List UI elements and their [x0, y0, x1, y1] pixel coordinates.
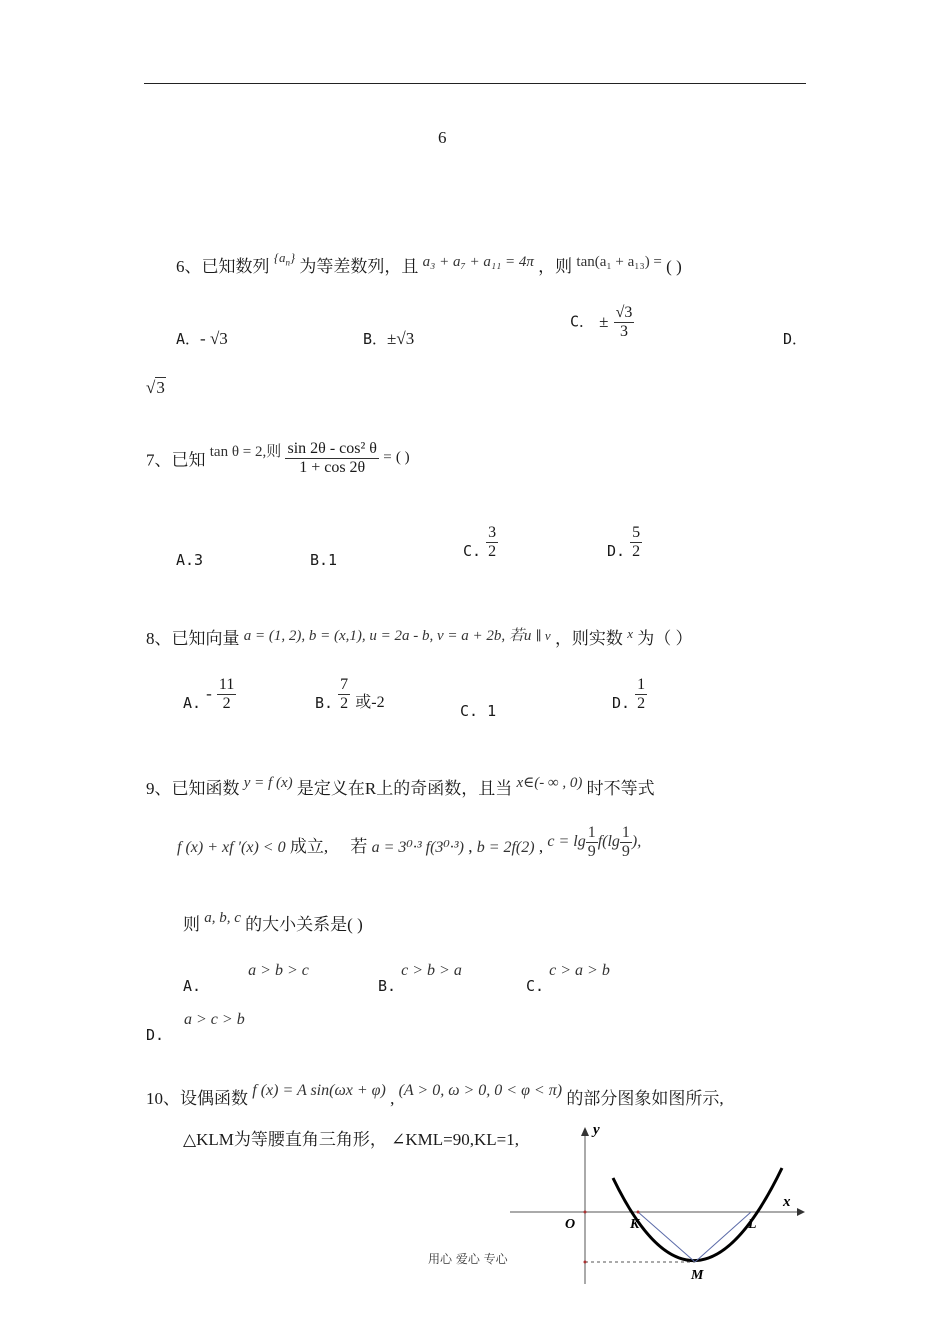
- q9-option-c: C. c > a > b: [526, 962, 610, 995]
- q6-prefix: 6、已知数列: [176, 257, 270, 276]
- q8-condition: a = (1, 2), b = (x,1), u = 2a - b, v = a + 2b, 若u: [243, 628, 532, 644]
- q9-abc: a, b, c: [204, 910, 241, 926]
- k-dot: [637, 1211, 640, 1214]
- header-rule: [144, 83, 806, 84]
- q7-fraction: $\frac{\text{sin 2θ - cos² θ}}{1 + \cos 2\theta}$: [287, 440, 377, 476]
- q9-option-b: B. c > b > a: [378, 962, 462, 995]
- q6-then: ，则: [538, 257, 573, 276]
- y-axis-label: y: [593, 1124, 600, 1138]
- q9-stem: 9、已知函数 y = f (x) 是定义在R上的奇函数，且当 x∈(- ∞ , 0) 时不等式: [146, 775, 655, 798]
- q6-option-d-label: D．: [783, 330, 808, 348]
- q6-sequence: {an}: [273, 250, 296, 268]
- q6-option-c: C． ± $\frac{√3}{3}$: [570, 304, 633, 340]
- q9-inequality: f (x) + xf ′(x) < 0: [177, 838, 286, 856]
- q6-option-b: B．±√3: [363, 329, 415, 348]
- q7-paren: ( ): [395, 449, 410, 466]
- x-axis-arrow-icon: [797, 1208, 805, 1216]
- q6-mid: 为等差数列，且: [299, 257, 419, 276]
- q9-function: y = f (x): [243, 775, 293, 791]
- q7-option-a: A.3: [176, 551, 204, 569]
- q6-expression: tan(a₁ + a₁₃) =: [576, 254, 662, 270]
- q10-line2: △KLM为等腰直角三角形， ∠KML=90,KL=1,: [183, 1130, 519, 1149]
- q9-option-a: A. a > b > c: [183, 962, 309, 995]
- q6-option-c-fraction: $\frac{√3}{3}$: [615, 304, 633, 340]
- q7-stem: 7、已知 tan θ = 2,则 $\frac{\text{sin 2θ - cos² θ}}{1 + \cos 2\theta}$ = ( ): [146, 440, 410, 476]
- q8-option-a: A. - $\frac{11}{2}$: [183, 676, 235, 713]
- q8-option-b: B. $\frac{7}{2}$ 或-2: [315, 676, 385, 713]
- q6-option-a: A．- √3: [176, 329, 228, 348]
- m-label: M: [691, 1268, 704, 1283]
- q9-condition: x∈(- ∞ , 0): [516, 775, 583, 791]
- q9-b-definition: b = 2f(2): [476, 838, 535, 856]
- q9-line3: 则 a, b, c 的大小关系是( ): [183, 910, 363, 934]
- page-footer: 用心 爱心 专心: [428, 1252, 508, 1266]
- q10-graph: [505, 1124, 805, 1289]
- q10-function: f (x) = A sin(ωx + φ): [252, 1082, 386, 1099]
- q9-option-d-value: a > c > b: [184, 1011, 245, 1028]
- q7-option-b: B.1: [310, 551, 338, 569]
- segment-ml: [695, 1212, 751, 1262]
- q6-stem: [176, 252, 682, 278]
- y-tick-dot: [584, 1261, 587, 1264]
- y-axis-arrow-icon: [581, 1127, 589, 1136]
- q9-a-definition: a = 3⁰·³ f(3⁰·³): [371, 838, 464, 856]
- segment-km: [638, 1212, 695, 1262]
- q9-c-definition: c = lg $\frac{1}{9}$ f(lg $\frac{1}{9}$ ),: [547, 824, 642, 860]
- q9-line2: f (x) + xf ′(x) < 0 成立, 若 a = 3⁰·³ f(3⁰·³) , b = 2f(2) , c = lg $\frac{1}{9}$ f(lg $\frac{1}{9}$ ),: [177, 824, 642, 860]
- q7-option-d: D. $\frac{5}{2}$: [607, 524, 641, 561]
- l-label: L: [748, 1217, 757, 1232]
- q9-option-d-label: D.: [146, 1026, 165, 1044]
- q8-option-d: D. $\frac{1}{2}$: [612, 676, 646, 713]
- page-number: 6: [438, 128, 447, 147]
- q8-option-c: C. 1: [460, 702, 497, 720]
- origin-label: O: [565, 1217, 576, 1232]
- q7-condition: tan θ = 2,则: [209, 443, 282, 460]
- q7-prefix: 7、已知: [146, 450, 206, 470]
- q10-condition: (A > 0, ω > 0, 0 < φ < π): [398, 1082, 563, 1099]
- q8-stem: 8、已知向量 a = (1, 2), b = (x,1), u = 2a - b, v = a + 2b, 若u $^{\parallel v}$ ，则实数 $^x$ 为（ ）: [146, 626, 693, 648]
- q10-stem: 10、设偶函数 f (x) = A sin(ωx + φ) , (A > 0, ω > 0, 0 < φ < π) 的部分图象如图所示,: [146, 1082, 724, 1108]
- q6-option-a-value: - √3: [200, 329, 228, 348]
- q6-condition: a₃ + a₇ + a₁₁ = 4π: [422, 254, 534, 270]
- q7-option-c: C. $\frac{3}{2}$: [463, 524, 497, 561]
- q6-paren: ( ): [666, 257, 682, 276]
- origin-dot: [584, 1211, 587, 1214]
- cosine-curve: [613, 1168, 782, 1261]
- q6-option-d-value: √3: [146, 378, 165, 397]
- k-label: K: [630, 1217, 640, 1232]
- q6-option-b-value: ±√3: [387, 329, 415, 348]
- x-axis-label: x: [783, 1194, 791, 1210]
